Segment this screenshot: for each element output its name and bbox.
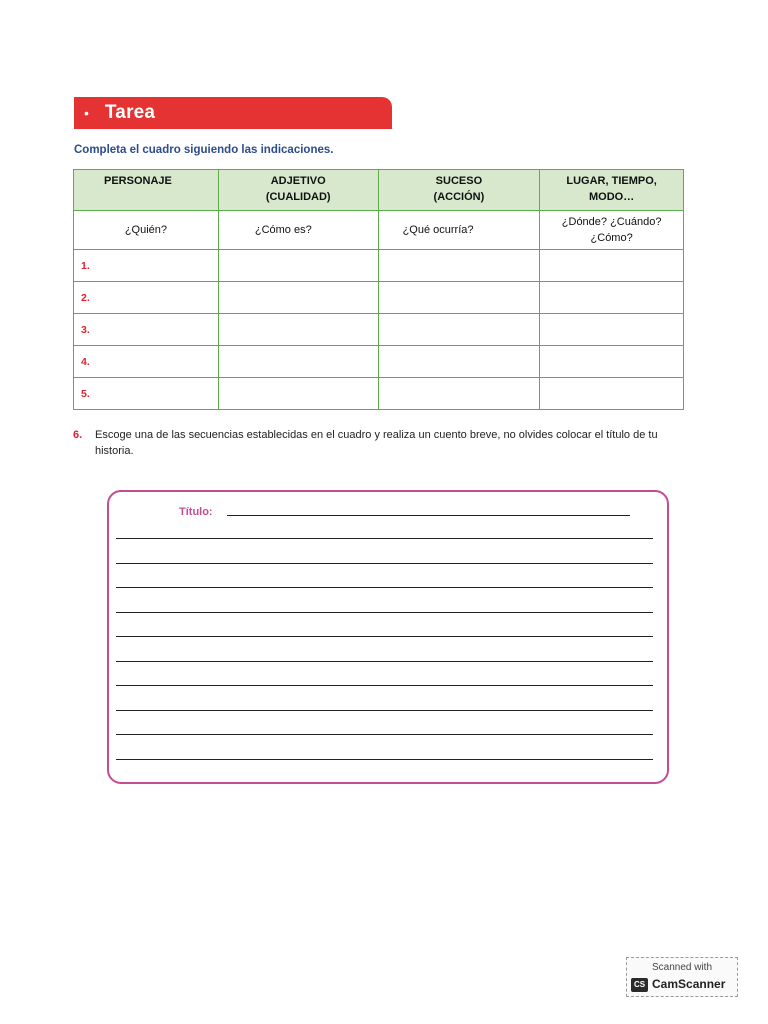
writing-line[interactable] xyxy=(116,563,653,564)
writing-line[interactable] xyxy=(116,661,653,662)
table-cell[interactable] xyxy=(540,314,684,346)
table-cell[interactable] xyxy=(218,378,378,410)
header-adjetivo: ADJETIVO (CUALIDAD) xyxy=(218,170,378,211)
table-cell[interactable] xyxy=(378,250,540,282)
row-number: 1. xyxy=(74,250,219,282)
camscanner-app-name: CamScanner xyxy=(652,977,726,991)
table-cell[interactable] xyxy=(218,250,378,282)
writing-line[interactable] xyxy=(116,710,653,711)
table-cell[interactable] xyxy=(378,314,540,346)
writing-line[interactable] xyxy=(116,636,653,637)
camscanner-watermark xyxy=(626,957,738,997)
story-title-line[interactable] xyxy=(227,515,630,516)
table-cell[interactable] xyxy=(218,282,378,314)
writing-line[interactable] xyxy=(116,759,653,760)
row-number: 2. xyxy=(74,282,219,314)
section-title: Tarea xyxy=(104,102,156,123)
table-cell[interactable] xyxy=(218,314,378,346)
table-cell[interactable] xyxy=(540,282,684,314)
question-como-es: ¿Cómo es? xyxy=(218,211,378,250)
table-row xyxy=(74,378,684,410)
questions-row xyxy=(74,211,684,250)
camscanner-logo-icon: CS xyxy=(631,978,648,992)
row-number: 5. xyxy=(74,378,219,410)
table-row xyxy=(74,250,684,282)
question-que-ocurria: ¿Qué ocurría? xyxy=(378,211,540,250)
question-6 xyxy=(73,427,693,459)
table-cell[interactable] xyxy=(378,282,540,314)
header-suceso: SUCESO (ACCIÓN) xyxy=(378,170,540,211)
table-cell[interactable] xyxy=(218,346,378,378)
section-header-bar xyxy=(74,97,392,129)
header-lugar-tiempo-modo: LUGAR, TIEMPO, MODO… xyxy=(540,170,684,211)
table-row xyxy=(74,282,684,314)
writing-line[interactable] xyxy=(116,685,653,686)
row-number: 4. xyxy=(74,346,219,378)
table-cell[interactable] xyxy=(378,378,540,410)
table-cell[interactable] xyxy=(540,250,684,282)
story-title-label: Título: xyxy=(179,506,213,518)
writing-line[interactable] xyxy=(116,734,653,735)
table-row xyxy=(74,346,684,378)
story-writing-box xyxy=(107,490,669,784)
activity-table xyxy=(73,169,684,410)
table-header-row xyxy=(74,170,684,211)
instruction-text: Completa el cuadro siguiendo las indicaciones. xyxy=(74,144,334,156)
header-personaje: PERSONAJE xyxy=(74,170,219,211)
question-quien: ¿Quién? xyxy=(74,211,219,250)
table-cell[interactable] xyxy=(540,378,684,410)
writing-line[interactable] xyxy=(116,587,653,588)
question-donde-cuando: ¿Dónde? ¿Cuándo? ¿Cómo? xyxy=(540,211,684,250)
table-cell[interactable] xyxy=(540,346,684,378)
scanned-with-text: Scanned with xyxy=(651,962,713,973)
table-row xyxy=(74,314,684,346)
question-6-number: 6. xyxy=(73,429,83,441)
row-number: 3. xyxy=(74,314,219,346)
question-6-text: Escoge una de las secuencias establecidas en el cuadro y realiza un cuento breve, no olvides colocar el título de tu historia. xyxy=(95,429,658,457)
writing-line[interactable] xyxy=(116,538,653,539)
writing-line[interactable] xyxy=(116,612,653,613)
bullet-icon: • xyxy=(84,105,89,121)
table-cell[interactable] xyxy=(378,346,540,378)
